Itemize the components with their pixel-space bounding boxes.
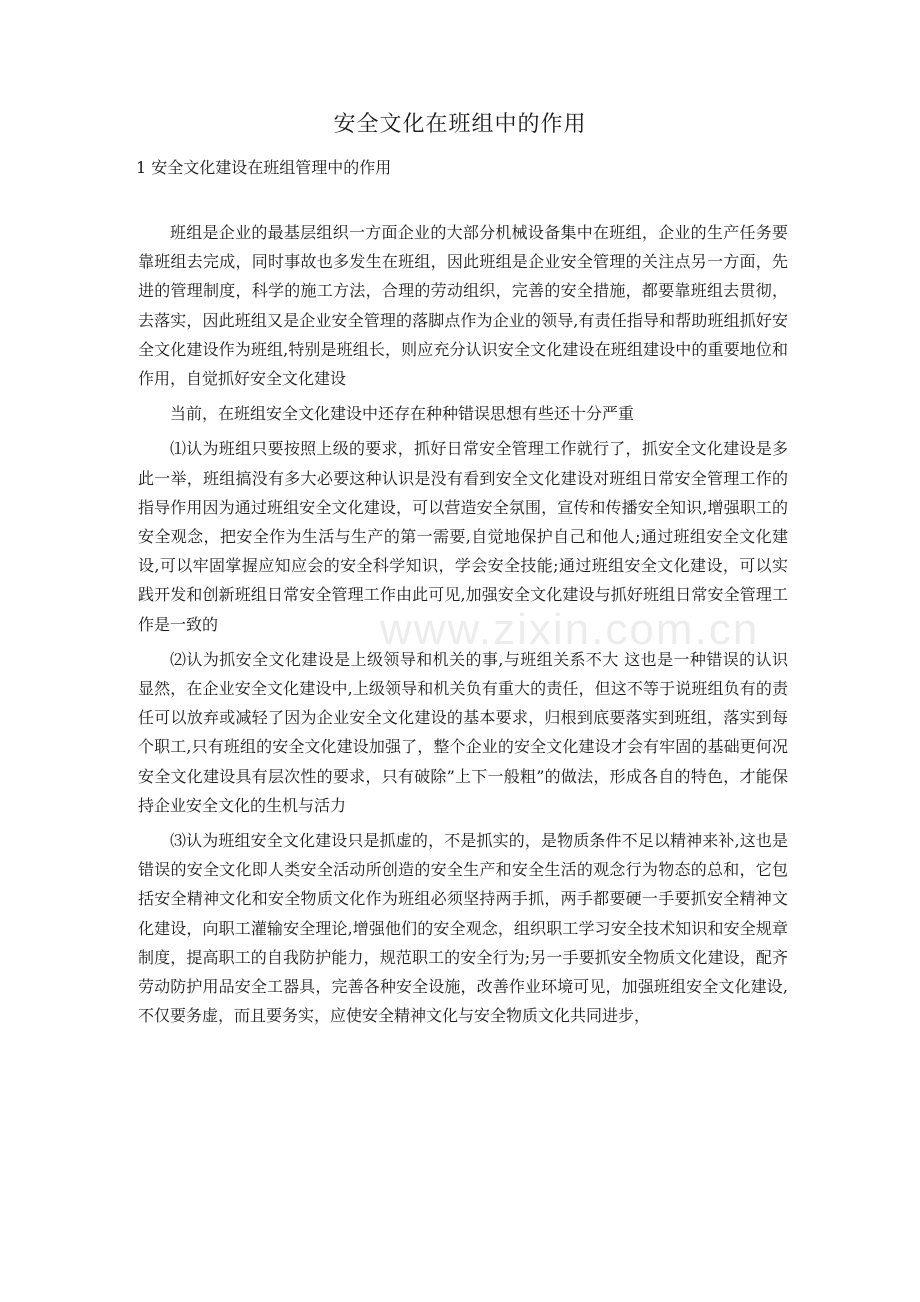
document-title: 安全文化在班组中的作用 [333,112,587,137]
document-body [138,218,788,1036]
section-heading: 1 安全文化建设在班组管理中的作用 [136,158,392,177]
paragraph-point-2: ⑵认为抓安全文化建设是上级领导和机关的事,与班组关系不大 这也是一种错误的认识 显然，在企业安全文化建设中,上级领导和机关负有重大的责任，但这不等于说班组负有的责任可以放弃或减轻了因为企业安全文化建设的基本要求，归根到底要落实到班组，落实到每个职工,只有班组的安全文化建设加强了，整个企业的安全文化建设才会有牢固的基础更何况安全文化建设具有层次性的要求，只有破除”上下一般粗”的做法，形成各自的特色，才能保持企业安全文化的生机与活力 [138,649,788,815]
paragraph-current-issues: 当前，在班组安全文化建设中还存在种种错误思想有些还十分严重 [170,404,635,424]
paragraph-point-1: ⑴认为班组只要按照上级的要求，抓好日常安全管理工作就行了，抓安全文化建设是多此一举，班组搞没有多大必要这种认识是没有看到安全文化建设对班组日常安全管理工作的指导作用因为通过班组安全文化建设，可以营造安全氛围，宣传和传播安全知识,增强职工的安全观念，把安全作为生活与生产的第一需要,自觉地保护自己和他人;通过班组安全文化建设,可以牢固掌握应知应会的安全科学知识，学会安全技能;通过班组安全文化建设，可以实践开发和创新班组日常安全管理工作由此可见,加强安全文化建设与抓好班组日常安全管理工作是一致的 [138,439,788,634]
paragraph-intro: 班组是企业的最基层组织一方面企业的大部分机械设备集中在班组，企业的生产任务要靠班组去完成，同时事故也多发生在班组，因此班组是企业安全管理的关注点另一方面，先进的管理制度，科学的施工方法，合理的劳动组织，完善的安全措施，都要靠班组去贯彻，去落实，因此班组又是企业安全管理的落脚点作为企业的领导,有责任指导和帮助班组抓好安全文化建设作为班组,特别是班组长，则应充分认识安全文化建设在班组建设中的重要地位和作用，自觉抓好安全文化建设 [138,223,788,389]
paragraph-point-3: ⑶认为班组安全文化建设只是抓虚的，不是抓实的，是物质条件不足以精神来补,这也是错误的安全文化即人类安全活动所创造的安全生产和安全生活的观念行为物态的总和，它包括安全精神文化和安全物质文化作为班组必须坚持两手抓，两手都要硬一手要抓安全精神文化建设，向职工灌输安全理论,增强他们的安全观念，组织职工学习安全技术知识和安全规章制度，提高职工的自我防护能力，规范职工的安全行为;另一手要抓安全物质文化建设，配齐劳动防护用品安全工器具，完善各种安全设施，改善作业环境可见，加强班组安全文化建设,不仅要务虚，而且要务实，应使安全精神文化与安全物质文化共同进步， [138,831,788,1026]
watermark: www.zixin.com.cn [380,605,760,654]
